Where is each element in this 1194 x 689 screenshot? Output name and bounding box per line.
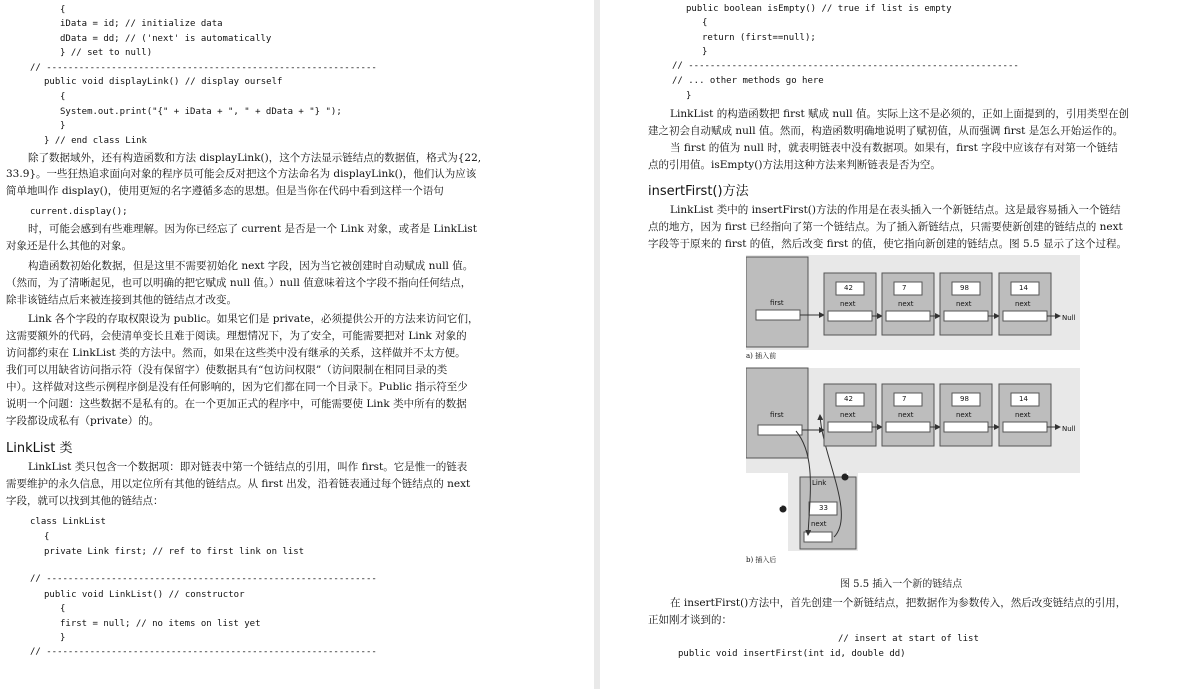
link-next-label: next (956, 411, 972, 419)
link-next-label: next (840, 411, 856, 419)
text-line: 建之初会自动赋成 null 值。然而，构造函数明确地说明了赋初值，从而强调 first 是怎么开始运作的。 (648, 125, 1124, 137)
code-line: public void displayLink() // display ourself (44, 77, 283, 87)
link-value-label: 14 (1019, 395, 1028, 403)
code-line: } // set to null) (60, 48, 153, 58)
code-line: // ... other methods go here (672, 76, 824, 86)
code-line: // ------------------------------------------------------------- (30, 63, 377, 73)
text-line: 构造函数初始化数据，但是这里不需要初始化 next 字段，因为当它被创建时自动赋成 null 值。 (28, 260, 474, 272)
link-next-box (886, 422, 930, 432)
section-heading: LinkList 类 (6, 441, 73, 456)
code-line: current.display(); (30, 207, 128, 217)
link-next-label: next (840, 300, 856, 308)
text-line: 除了数据域外，还有构造函数和方法 displayLink()，这个方法显示链结点的数据值，格式为{22, (28, 152, 482, 164)
link-next-box (886, 311, 930, 321)
link-value-label: 98 (960, 284, 969, 292)
link-label: Link (812, 479, 827, 487)
figure-5-5 (746, 255, 1080, 569)
null-label-after: Null (1062, 425, 1076, 433)
text-line: 33.9}。一些狂热追求面向对象的程序员可能会反对把这个方法命名为 displayLink()，他们认为应该 (6, 168, 477, 180)
text-line: 除非该链结点后来被连接到其他的链结点才改变。 (6, 294, 237, 306)
link-next-box (944, 311, 988, 321)
code-line: iData = id; // initialize data (60, 19, 223, 29)
null-label-before: Null (1062, 314, 1076, 322)
left-page (0, 0, 594, 689)
code-line: } // end class Link (44, 136, 147, 146)
text-line: 正如刚才谈到的： (648, 614, 732, 626)
code-line: { (60, 92, 66, 102)
first-label-before: first (770, 299, 784, 307)
text-line: 这需要额外的代码，会使清单变长且难于阅读。理想情况下，为了安全，可能需要把对 Link 对象的 (6, 330, 467, 342)
link-value-label: 42 (844, 284, 853, 292)
panel-b-label: b) 插入后 (746, 556, 777, 564)
link-next-label: next (1015, 411, 1031, 419)
text-line: Link 各个字段的存取权限设为 public。如果它们是 private，必须提供公开的方法来访问它们， (28, 313, 479, 325)
code-line: System.out.print("{" + iData + ", " + dData + "} "); (60, 107, 342, 117)
code-line: } (686, 91, 692, 101)
text-line: 字段都设成私有（private）的。 (6, 415, 160, 427)
code-line: } (702, 47, 708, 57)
link-value-label: 7 (902, 395, 907, 403)
text-line: 字段等于原来的 first 的值，然后改变 first 的值，使它指向新创建的链结点。图 5.5 显示了这个过程。 (648, 238, 1127, 250)
text-line: 点的地方，因为 first 已经指向了第一个链结点。为了插入新链结点，只需要使新创建的链结点的 next (648, 221, 1123, 233)
link-next-box (828, 311, 872, 321)
link-next-label: next (898, 300, 914, 308)
code-line: } (60, 121, 66, 131)
code-line: // insert at start of list (838, 634, 979, 644)
text-line: 说明一个问题：这些数据不是私有的。在一个更加正式的程序中，可能需要使 Link 类中所有的数据 (6, 398, 467, 410)
text-line: 我们可以用缺省访问指示符（没有保留字）使数据具有“包访问权限”（访问限制在相同目录的类 (6, 364, 448, 376)
text-line: 在 insertFirst()方法中，首先创建一个新链结点，把数据作为参数传入，然后改变链结点的引用， (670, 597, 1127, 609)
code-line: { (60, 604, 66, 614)
link-value-label: 7 (902, 284, 907, 292)
code-line: public boolean isEmpty() // true if list is empty (686, 4, 952, 14)
code-line: // ------------------------------------------------------------- (672, 61, 1019, 71)
step-marker: 1 (846, 471, 850, 477)
text-line: 时，可能会感到有些难理解。因为你已经忘了 current 是否是一个 Link 对象，或者是 LinkList (28, 223, 477, 235)
link-value-box (894, 282, 922, 295)
link-next-box (1003, 422, 1047, 432)
code-line: { (702, 18, 708, 28)
text-line: （然而，为了清晰起见，也可以明确的把它赋成 null 值。）null 值意味着这个字段不指向任何结点， (6, 277, 472, 289)
link-value-box (894, 393, 922, 406)
code-line: public void insertFirst(int id, double dd) (678, 649, 906, 659)
code-line: first = null; // no items on list yet (60, 619, 261, 629)
text-line: 中）。这样做对这些示例程序倒是没有任何影响的，因为它们都在同一个目录下。Public 指示符至少 (6, 381, 468, 393)
link-next-box (828, 422, 872, 432)
text-line: LinkList 类只包含一个数据项：即对链表中第一个链结点的引用，叫作 first。它是惟一的链表 (28, 461, 468, 473)
code-line: // ------------------------------------------------------------- (30, 647, 377, 657)
first-label-after: first (770, 411, 784, 419)
new-link-next: next (811, 520, 827, 528)
text-line: 简单地叫作 display()，使用更短的名字遵循多态的思想。但是当你在代码中看到这样一个语句 (6, 185, 444, 197)
link-next-label: next (1015, 300, 1031, 308)
code-line: class LinkList (30, 517, 106, 527)
right-page (600, 0, 1194, 689)
section-heading: insertFirst()方法 (648, 184, 749, 199)
link-next-box (944, 422, 988, 432)
code-line: return (first==null); (702, 33, 816, 43)
text-line: 对象还是什么其他的对象。 (6, 240, 132, 252)
code-line: dData = dd; // ('next' is automatically (60, 34, 272, 44)
text-line: 点的引用值。isEmpty()方法用这种方法来判断链表是否为空。 (648, 159, 941, 171)
link-value-label: 42 (844, 395, 853, 403)
text-line: LinkList 类中的 insertFirst()方法的作用是在表头插入一个新链结点。这是最容易插入一个链结 (670, 204, 1121, 216)
code-line: private Link first; // ref to first link on list (44, 547, 305, 557)
text-line: LinkList 的构造函数把 first 赋成 null 值。实际上这不是必须的，正如上面提到的，引用类型在创 (670, 108, 1129, 120)
text-line: 当 first 的值为 null 时，就表明链表中没有数据项。如果有，first 字段中应该存有对第一个链结 (670, 142, 1118, 154)
text-line: 字段，就可以找到其他的链结点： (6, 495, 164, 507)
code-line: { (60, 5, 66, 15)
link-next-label: next (898, 411, 914, 419)
link-value-label: 98 (960, 395, 969, 403)
new-link-value: 33 (819, 504, 828, 512)
panel-a-label: a) 插入前 (746, 352, 777, 360)
link-value-label: 14 (1019, 284, 1028, 292)
figure-caption: 图 5.5 插入一个新的链结点 (840, 579, 963, 590)
text-line: 访问都约束在 LinkList 类的方法中。然而，如果在这些类中没有继承的关系，这样做并不太方便。 (6, 347, 466, 359)
text-line: 需要维护的永久信息，用以定位所有其他的链结点。从 first 出发，沿着链表通过每个链结点的 next (6, 478, 471, 490)
code-line: public void LinkList() // constructor (44, 590, 245, 600)
step-marker: 2 (779, 503, 783, 509)
code-line: } (60, 633, 66, 643)
link-next-box (1003, 311, 1047, 321)
code-line: { (44, 532, 50, 542)
code-line: // ------------------------------------------------------------- (30, 574, 377, 584)
link-next-label: next (956, 300, 972, 308)
